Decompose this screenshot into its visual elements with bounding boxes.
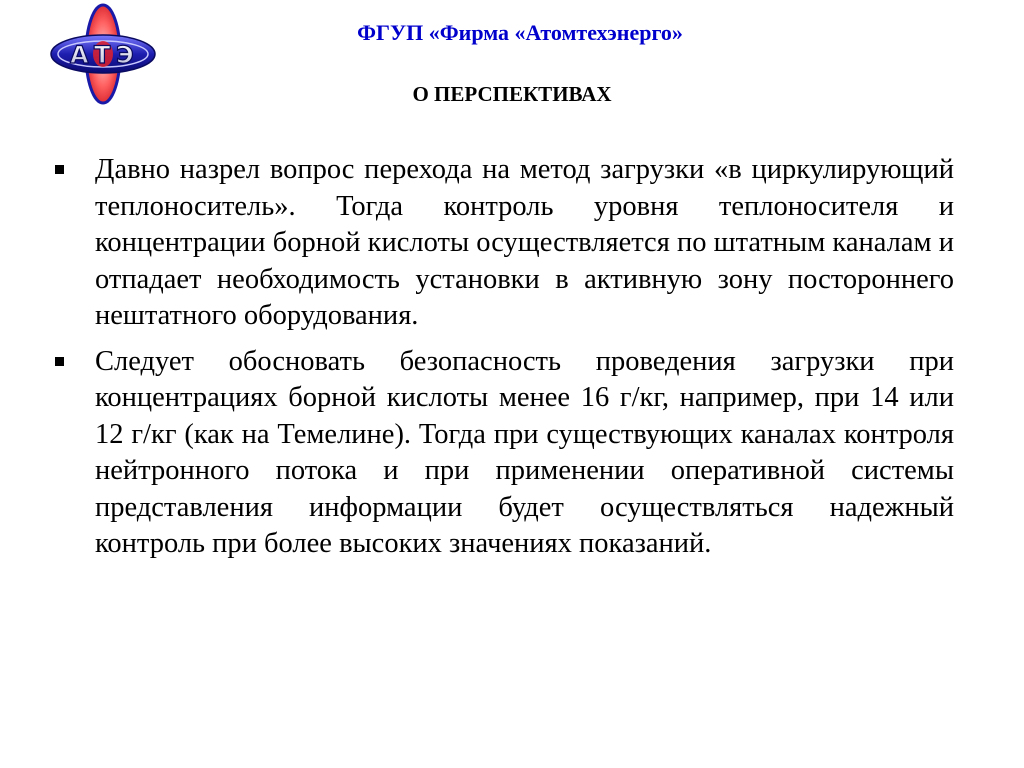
svg-text:T: T [94,41,111,69]
square-bullet-icon [55,357,64,366]
logo-letters [70,41,134,69]
bullet-list [0,152,1024,572]
bullet-text: Давно назрел вопрос перехода на метод загрузки «в циркулирующий теплоноситель». Тогда контроль уровня теплоносителя и концентрации борной кислоты осуществляется по штатным каналам и отпадает необходимость установки в активную зону постороннего нештатного оборудования. [95,154,954,331]
organization-title: ФГУП «Фирма «Атомтехэнерго» [357,20,683,45]
slide-heading: О ПЕРСПЕКТИВАХ [412,82,612,106]
svg-text:Э: Э [116,41,134,69]
ate-atom-logo-icon [48,2,158,106]
bullet-item [95,152,954,335]
svg-text:A: A [70,41,89,69]
bullet-item [95,344,954,563]
square-bullet-icon [55,165,64,174]
bullet-text: Следует обосновать безопасность проведения загрузки при концентрациях борной кислоты менее 16 г/кг, например, при 14 или 12 г/кг (как на Темелине). Тогда при существующих каналах контроля нейтронного потока и при применении оперативной системы представления информации будет осуществляться надежный контроль при более высоких значениях показаний. [95,345,954,559]
